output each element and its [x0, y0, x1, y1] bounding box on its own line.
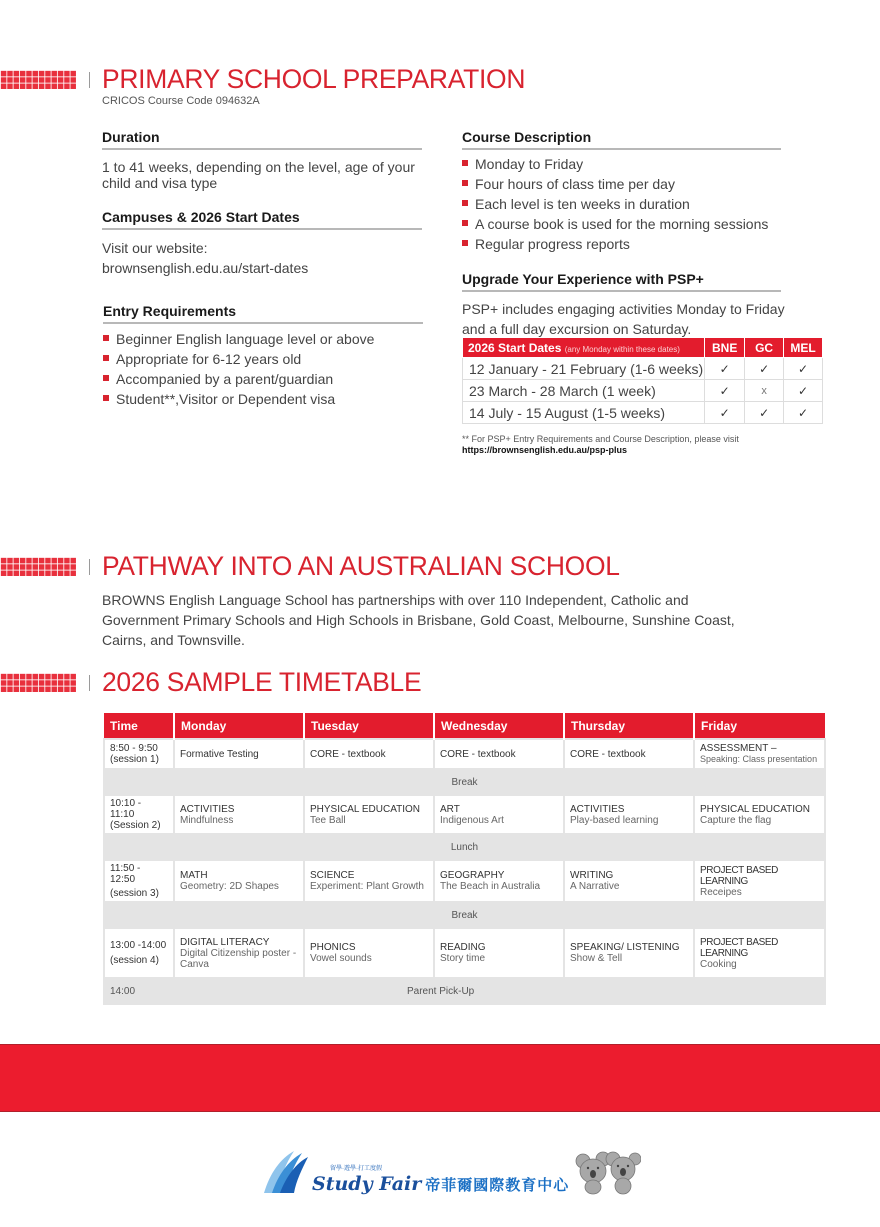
psp-note-text: ** For PSP+ Entry Requirements and Course Description, please visit	[462, 434, 739, 444]
list-item: Beginner English language level or above	[103, 329, 423, 349]
lesson-cell: READING Story time	[434, 928, 564, 978]
table-row	[463, 358, 823, 380]
footer-red-band	[0, 1044, 880, 1112]
lesson-cell: MATH Geometry: 2D Shapes	[174, 860, 304, 902]
lunch-row	[104, 834, 825, 860]
timetable-header-row	[104, 713, 825, 739]
koala-mascot-icon	[575, 1149, 641, 1195]
lesson-cell: ART Indigenous Art	[434, 795, 564, 834]
course-block	[462, 129, 781, 254]
date-range: 23 March - 28 March (1 week)	[463, 380, 705, 402]
logo-tagline: 留學·遊學·打工度假	[330, 1166, 382, 1172]
bullet-icon	[462, 220, 468, 226]
lesson-cell: PROJECT BASED LEARNING Receipes	[694, 860, 825, 902]
section-title: PATHWAY INTO AN AUSTRALIAN SCHOOL	[102, 551, 620, 581]
check-icon: ✓	[745, 358, 784, 380]
list-item: Appropriate for 6-12 years old	[103, 349, 423, 369]
grid-pattern-icon	[0, 673, 76, 692]
logo-text-en: Study Fair	[312, 1173, 422, 1195]
sails-logo-icon	[262, 1149, 310, 1195]
grid-pattern-icon	[0, 557, 76, 576]
bullet-icon	[103, 395, 109, 401]
lesson-cell: DIGITAL LITERACY Digital Citizenship poster - Canva	[174, 928, 304, 978]
lesson-cell: Formative Testing	[174, 739, 304, 769]
table-row	[463, 402, 823, 424]
table-row	[104, 795, 825, 834]
col-header-tuesday: Tuesday	[304, 713, 434, 739]
break-label: Break	[104, 769, 825, 795]
study-fair-logo	[262, 1145, 641, 1195]
check-icon: ✓	[745, 402, 784, 424]
date-range: 14 July - 15 August (1-5 weeks)	[463, 402, 705, 424]
campus-header: MEL	[784, 338, 823, 358]
page-title: PRIMARY SCHOOL PREPARATION	[102, 64, 526, 94]
pathway-text: BROWNS English Language School has partnerships with over 110 Independent, Catholic and Government Primary Schools and High Schools in Brisbane, Gold Coast, Melbourne, Sunshine Coast, Cairns, and Townsville.	[102, 592, 735, 648]
duration-heading: Duration	[102, 129, 422, 150]
section-header-timetable	[0, 667, 428, 698]
duration-block	[102, 129, 422, 191]
break-row	[104, 902, 825, 928]
time-cell: 13:00 -14:00 (session 4)	[104, 928, 174, 978]
time-cell: 8:50 - 9:50 (session 1)	[104, 739, 174, 769]
start-dates-link[interactable]: brownsenglish.edu.au/start-dates	[102, 260, 309, 276]
campuses-heading: Campuses & 2026 Start Dates	[102, 209, 422, 230]
break-row	[104, 769, 825, 795]
cross-icon: x	[745, 380, 784, 402]
col-header-time: Time	[104, 713, 174, 739]
check-icon: ✓	[784, 358, 823, 380]
check-icon: ✓	[784, 380, 823, 402]
lesson-cell: CORE - textbook	[564, 739, 694, 769]
lesson-cell: PROJECT BASED LEARNING Cooking	[694, 928, 825, 978]
pickup-row	[104, 978, 825, 1004]
entry-heading: Entry Requirements	[103, 303, 423, 324]
bullet-icon	[103, 355, 109, 361]
psp-block	[462, 271, 785, 339]
bullet-icon	[462, 180, 468, 186]
bullet-icon	[462, 160, 468, 166]
psp-text: PSP+ includes engaging activities Monday to Friday and a full day excursion on Saturday.	[462, 301, 785, 337]
list-item: Student**,Visitor or Dependent visa	[103, 389, 423, 409]
list-item: Four hours of class time per day	[462, 174, 781, 194]
lesson-cell: ASSESSMENT – Speaking: Class presentation	[694, 739, 825, 769]
psp-note	[462, 434, 739, 456]
table-row	[463, 380, 823, 402]
divider	[89, 559, 90, 575]
break-label: Break	[104, 902, 825, 928]
psp-link[interactable]: https://brownsenglish.edu.au/psp-plus	[462, 445, 628, 455]
campuses-line: Visit our website:	[102, 240, 208, 256]
table-header-row	[463, 338, 823, 358]
time-cell: 11:50 - 12:50 (session 3)	[104, 860, 174, 902]
start-dates-header: 2026 Start Dates (any Monday within these dates)	[463, 338, 705, 358]
list-item: Monday to Friday	[462, 154, 781, 174]
lesson-cell: PHYSICAL EDUCATION Tee Ball	[304, 795, 434, 834]
timetable	[103, 713, 826, 1005]
check-icon: ✓	[705, 358, 745, 380]
course-list	[462, 154, 781, 254]
lesson-cell: ACTIVITIES Play-based learning	[564, 795, 694, 834]
course-heading: Course Description	[462, 129, 781, 150]
pickup-label: Parent Pick-Up	[174, 978, 825, 1004]
lesson-cell: PHYSICAL EDUCATION Capture the flag	[694, 795, 825, 834]
entry-block	[103, 303, 423, 409]
section-header-pathway	[0, 551, 630, 582]
entry-list	[103, 329, 423, 409]
campuses-block	[102, 209, 422, 278]
check-icon: ✓	[705, 380, 745, 402]
lesson-cell: CORE - textbook	[304, 739, 434, 769]
table-row	[104, 860, 825, 902]
bullet-icon	[462, 200, 468, 206]
psp-start-dates-table	[462, 337, 823, 424]
lesson-cell: SCIENCE Experiment: Plant Growth	[304, 860, 434, 902]
campus-header: GC	[745, 338, 784, 358]
list-item: Accompanied by a parent/guardian	[103, 369, 423, 389]
divider	[89, 72, 90, 88]
list-item: Regular progress reports	[462, 234, 781, 254]
header-note: (any Monday within these dates)	[564, 344, 680, 354]
col-header-friday: Friday	[694, 713, 825, 739]
check-icon: ✓	[784, 402, 823, 424]
date-range: 12 January - 21 February (1-6 weeks)	[463, 358, 705, 380]
campus-header: BNE	[705, 338, 745, 358]
duration-text: 1 to 41 weeks, depending on the level, age of your child and visa type	[102, 159, 415, 191]
logo-text-zh: 帝菲爾國際教育中心	[425, 1177, 570, 1194]
lesson-cell: GEOGRAPHY The Beach in Australia	[434, 860, 564, 902]
time-cell: 10:10 - 11:10 (Session 2)	[104, 795, 174, 834]
lesson-cell: CORE - textbook	[434, 739, 564, 769]
lunch-label: Lunch	[104, 834, 825, 860]
col-header-thursday: Thursday	[564, 713, 694, 739]
lesson-cell: WRITING A Narrative	[564, 860, 694, 902]
cricos-code: CRICOS Course Code 094632A	[102, 95, 260, 107]
table-row	[104, 928, 825, 978]
col-header-wednesday: Wednesday	[434, 713, 564, 739]
lesson-cell: ACTIVITIES Mindfulness	[174, 795, 304, 834]
campuses-text	[102, 238, 422, 278]
lesson-cell: SPEAKING/ LISTENING Show & Tell	[564, 928, 694, 978]
lesson-cell: PHONICS Vowel sounds	[304, 928, 434, 978]
section-title: 2026 SAMPLE TIMETABLE	[102, 667, 422, 697]
list-item: Each level is ten weeks in duration	[462, 194, 781, 214]
bullet-icon	[103, 335, 109, 341]
psp-heading: Upgrade Your Experience with PSP+	[462, 271, 781, 292]
check-icon: ✓	[705, 402, 745, 424]
section-header-primary	[0, 64, 534, 95]
col-header-monday: Monday	[174, 713, 304, 739]
pickup-time: 14:00	[104, 978, 174, 1004]
table-row	[104, 739, 825, 769]
divider	[89, 675, 90, 691]
grid-pattern-icon	[0, 70, 76, 89]
list-item: A course book is used for the morning sessions	[462, 214, 781, 234]
bullet-icon	[103, 375, 109, 381]
bullet-icon	[462, 240, 468, 246]
